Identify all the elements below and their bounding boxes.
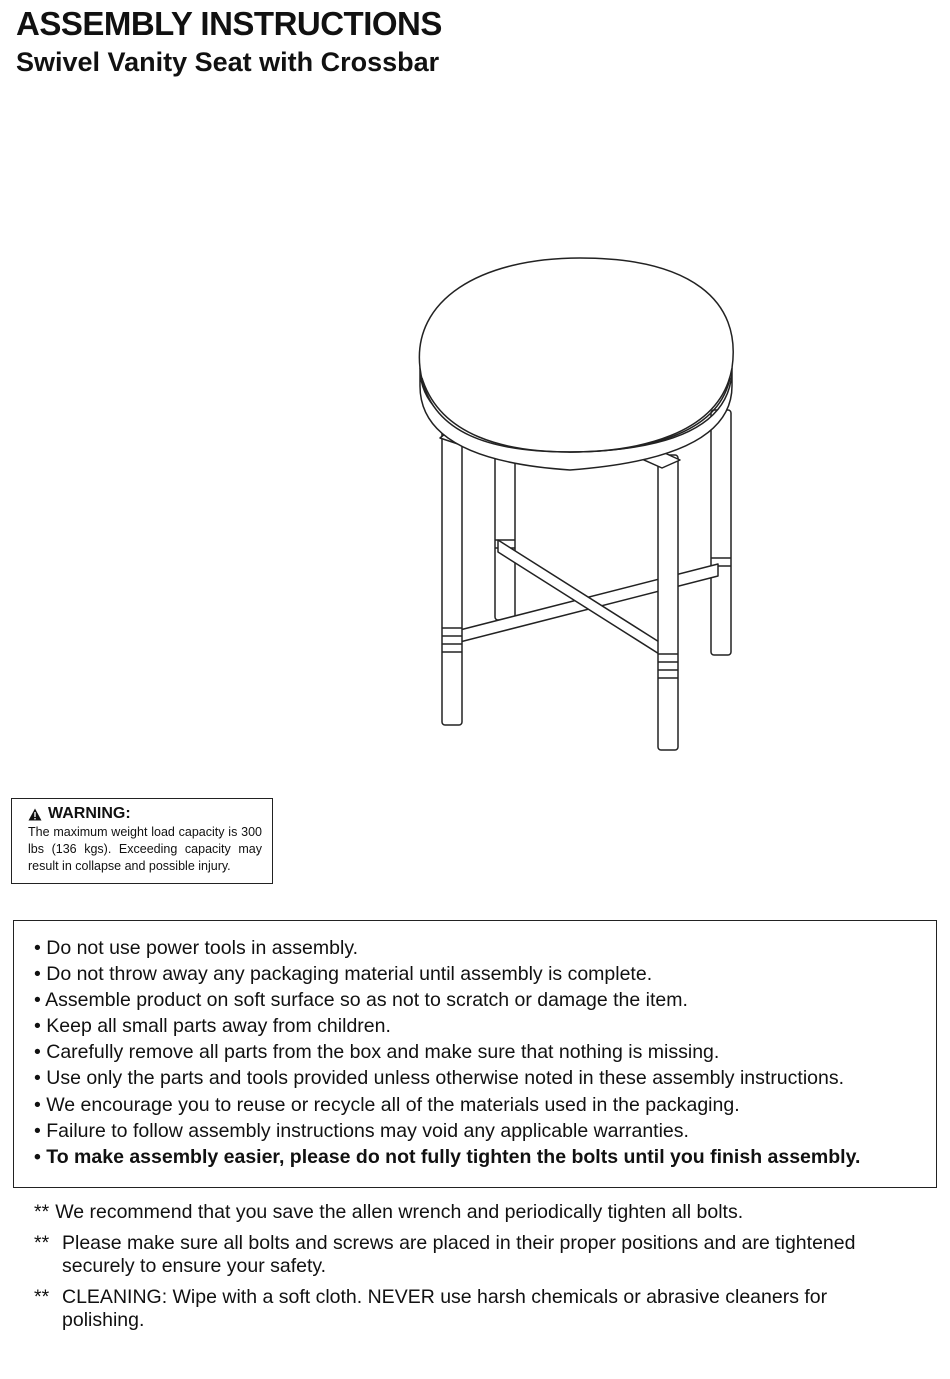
rule-item-emphasized: • To make assembly easier, please do not fully tighten the bolts until you finish assembly. (34, 1145, 861, 1168)
rule-item: • Do not use power tools in assembly. (34, 937, 359, 959)
vanity-seat-illustration (400, 240, 760, 775)
rule-item: • Keep all small parts away from children. (34, 1015, 391, 1038)
vanity-seat-line-drawing (400, 240, 760, 770)
warning-heading: WARNING: (48, 805, 131, 822)
document-title: ASSEMBLY INSTRUCTIONS (16, 5, 442, 42)
rule-item: • Use only the parts and tools provided unless otherwise noted in these assembly instructions. (34, 1067, 845, 1090)
note-mark: ** (34, 1201, 50, 1223)
rule-item: • Carefully remove all parts from the box and make sure that nothing is missing. (34, 1041, 720, 1064)
rule-item: • Do not throw away any packaging material until assembly is complete. (34, 963, 653, 986)
assembly-rules-box (13, 920, 937, 1188)
note-mark: ** (34, 1232, 50, 1254)
note-item (34, 1201, 914, 1224)
document-subtitle: Swivel Vanity Seat with Crossbar (16, 47, 440, 77)
rule-item: • Failure to follow assembly instructions may void any applicable warranties. (34, 1119, 689, 1142)
warning-heading-row (28, 805, 262, 823)
note-text: Please make sure all bolts and screws are placed in their proper positions and are tightened securely to ensure your safety. (62, 1232, 856, 1277)
warning-triangle-icon (28, 808, 42, 821)
notes-section (34, 1201, 914, 1340)
warning-box (11, 798, 273, 884)
note-text: We recommend that you save the allen wrench and periodically tighten all bolts. (55, 1201, 744, 1223)
warning-text: The maximum weight load capacity is 300 lbs (136 kgs). Exceeding capacity may result in collapse and possible injury. (28, 825, 262, 873)
note-item (34, 1286, 914, 1332)
note-item (34, 1232, 914, 1278)
rule-item: • We encourage you to reuse or recycle all of the materials used in the packaging. (34, 1093, 740, 1116)
note-text: CLEANING: Wipe with a soft cloth. NEVER use harsh chemicals or abrasive cleaners for polishing. (62, 1286, 828, 1331)
rule-item: • Assemble product on soft surface so as not to scratch or damage the item. (34, 989, 688, 1012)
note-mark: ** (34, 1286, 50, 1308)
